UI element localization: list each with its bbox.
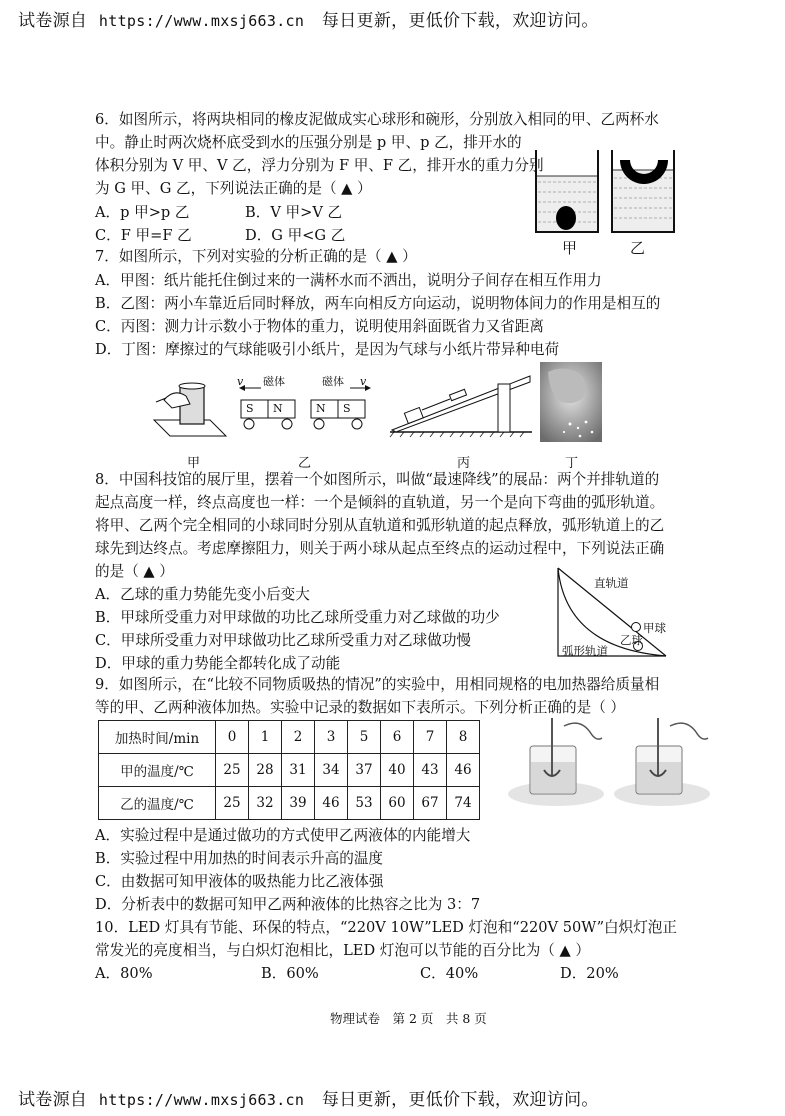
banner-source: 试卷源自 — [18, 1090, 88, 1110]
table-cell: 39 — [282, 787, 315, 820]
q9-option-c: C．由数据可知甲液体的吸热能力比乙液体强 — [95, 873, 384, 890]
table-cell: 32 — [249, 787, 282, 820]
table-cell: 31 — [282, 754, 315, 787]
top-banner — [18, 6, 599, 31]
q7-option-d: D．丁图：摩擦过的气球能吸引小纸片，是因为气球与小纸片带异种电荷 — [95, 341, 560, 358]
table-cell: 2 — [282, 721, 315, 754]
table-row — [99, 787, 480, 820]
q7-label-jia: 甲 — [187, 456, 201, 471]
table-cell: 25 — [216, 754, 249, 787]
q9-heating-figure — [504, 716, 720, 808]
q8-option-a: A．乙球的重力势能先变小后变大 — [95, 586, 310, 603]
table-cell: 40 — [381, 754, 414, 787]
banner-slogan: 每日更新，更低价下载，欢迎访问。 — [321, 11, 599, 31]
table-header: 加热时间/min — [99, 721, 216, 754]
table-cell: 0 — [216, 721, 249, 754]
table-row-label: 乙的温度/℃ — [99, 787, 216, 820]
table-cell: 46 — [315, 787, 348, 820]
bottom-banner — [18, 1085, 599, 1110]
ball-jia — [632, 623, 641, 632]
q7-magnet-label-right: 磁体 — [322, 375, 344, 388]
q9-stem-2: 等的甲、乙两种液体加热。实验中记录的数据如下表所示。下列分析正确的是（ ） — [95, 699, 626, 716]
q8-stem-5: 的是（ ▲ ） — [95, 563, 174, 580]
q8-stem-2: 起点高度一样，终点高度也一样：一个是倾斜的直轨道，另一个是向下弯曲的弧形轨道。 — [95, 494, 665, 511]
q9-option-b: B．实验过程中用加热的时间表示升高的温度 — [95, 850, 384, 867]
table-row — [99, 754, 480, 787]
table-cell: 28 — [249, 754, 282, 787]
table-cell: 37 — [348, 754, 381, 787]
q6-stem-2: 中。静止时两次烧杯底受到水的压强分别是 p 甲、p 乙，排开水的 — [95, 134, 522, 151]
table-cell: 3 — [315, 721, 348, 754]
q8-stem-4: 球先到达终点。考虑摩擦阻力，则关于两小球从起点至终点的运动过程中，下列说法正确 — [95, 540, 665, 557]
page-footer: 物理试卷 第 2 页 共 8 页 — [330, 1011, 487, 1026]
q6-label-jia: 甲 — [562, 239, 578, 257]
magnet-pole-2: N — [273, 402, 283, 415]
q9-data-table — [98, 720, 480, 820]
banner-url[interactable]: https://www.mxsj663.cn — [98, 12, 305, 30]
table-row — [99, 721, 480, 754]
q7-stem: 7．如图所示，下列对实验的分析正确的是（ ▲ ） — [95, 248, 417, 265]
clay-ball — [556, 206, 576, 230]
q10-stem-2: 常发光的亮度相当，与白炽灯泡相比，LED 灯泡可以节能的百分比为（ ▲ ） — [95, 942, 591, 959]
table-cell: 25 — [216, 787, 249, 820]
table-cell: 43 — [414, 754, 447, 787]
q10-option-b: B．60% — [261, 965, 319, 982]
table-cell: 60 — [381, 787, 414, 820]
q7-fig-ding-balloon — [540, 362, 602, 442]
table-row-label: 甲的温度/℃ — [99, 754, 216, 787]
banner-source: 试卷源自 — [18, 11, 88, 31]
q6-option-c: C．F 甲=F 乙 — [95, 227, 192, 244]
q8-stem-1: 8．中国科技馆的展厅里，摆着一个如图所示，叫做“最速降线”的展品：两个并排轨道的 — [95, 471, 660, 488]
table-cell: 46 — [447, 754, 480, 787]
table-cell: 34 — [315, 754, 348, 787]
q7-label-yi: 乙 — [298, 456, 312, 471]
q7-option-b: B．乙图：两小车靠近后同时释放，两车向相反方向运动，说明物体间力的作用是相互的 — [95, 295, 661, 312]
q8-label-ball-jia: 甲球 — [643, 621, 666, 635]
q6-stem-3: 体积分别为 V 甲、V 乙，浮力分别为 F 甲、F 乙，排开水的重力分别 — [95, 157, 544, 174]
q8-label-curve: 弧形轨道 — [562, 644, 608, 658]
q9-stem-1: 9．如图所示，在“比较不同物质吸热的情况”的实验中，用相同规格的电加热器给质量相 — [95, 676, 660, 693]
q9-option-d: D．分析表中的数据可知甲乙两种液体的比热容之比为 3：7 — [95, 896, 481, 913]
table-cell: 53 — [348, 787, 381, 820]
banner-url[interactable]: https://www.mxsj663.cn — [98, 1091, 305, 1109]
q8-label-straight: 直轨道 — [594, 576, 629, 590]
q8-option-d: D．甲球的重力势能全都转化成了动能 — [95, 655, 341, 672]
q10-option-c: C．40% — [420, 965, 479, 982]
q7-label-ding: 丁 — [565, 456, 579, 471]
q7-option-c: C．丙图：测力计示数小于物体的重力，说明使用斜面既省力又省距离 — [95, 318, 544, 335]
q6-label-yi: 乙 — [630, 239, 646, 257]
magnet-pole-3: N — [316, 402, 326, 415]
magnet-pole-1: S — [246, 402, 254, 415]
q7-velocity-left: v — [237, 375, 244, 388]
q8-label-ball-yi: 乙球 — [620, 633, 643, 647]
q9-option-a: A．实验过程中是通过做功的方式使甲乙两液体的内能增大 — [95, 827, 471, 844]
q10-option-a: A．80% — [95, 965, 153, 982]
q8-option-b: B．甲球所受重力对甲球做的功比乙球所受重力对乙球做的功少 — [95, 609, 500, 626]
table-cell: 5 — [348, 721, 381, 754]
table-cell: 67 — [414, 787, 447, 820]
table-cell: 8 — [447, 721, 480, 754]
q7-label-bing: 丙 — [457, 456, 471, 471]
q10-stem-1: 10．LED 灯具有节能、环保的特点，“220V 10W”LED 灯泡和“220V 50W”白炽灯泡正 — [95, 919, 677, 936]
table-cell: 1 — [249, 721, 282, 754]
q8-stem-3: 将甲、乙两个完全相同的小球同时分别从直轨道和弧形轨道的起点释放，弧形轨道上的乙 — [95, 517, 665, 534]
magnet-pole-4: S — [343, 402, 351, 415]
q6-beakers-figure — [528, 148, 688, 234]
q7-fig-yi-carts — [233, 374, 373, 434]
q7-magnet-label-left: 磁体 — [263, 375, 285, 388]
q7-fig-jia-cup — [150, 372, 230, 440]
q6-stem-1: 6．如图所示，将两块相同的橡皮泥做成实心球形和碗形，分别放入相同的甲、乙两杯水 — [95, 111, 659, 128]
table-cell: 74 — [447, 787, 480, 820]
q6-stem-4: 为 G 甲、G 乙，下列说法正确的是（ ▲ ） — [95, 180, 372, 197]
table-cell: 7 — [414, 721, 447, 754]
q7-fig-bing-incline — [388, 366, 534, 438]
q7-option-a: A．甲图：纸片能托住倒过来的一满杯水而不洒出，说明分子间存在相互作用力 — [95, 272, 602, 289]
banner-slogan: 每日更新，更低价下载，欢迎访问。 — [321, 1090, 599, 1110]
q7-velocity-right: v — [360, 375, 367, 388]
q10-option-d: D．20% — [560, 965, 619, 982]
q6-option-a: A．p 甲>p 乙 — [95, 204, 190, 221]
q6-option-b: B．V 甲>V 乙 — [245, 204, 343, 221]
q6-option-d: D．G 甲<G 乙 — [245, 227, 346, 244]
q8-option-c: C．甲球所受重力对甲球做功比乙球所受重力对乙球做功慢 — [95, 632, 472, 649]
table-cell: 6 — [381, 721, 414, 754]
